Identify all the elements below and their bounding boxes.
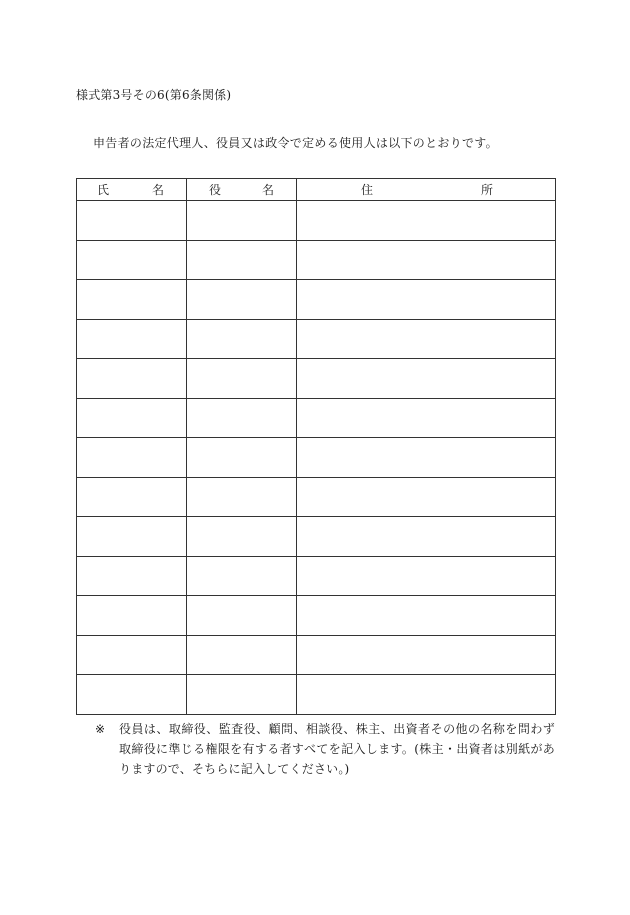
header-name-char-2: 名 [151,183,164,197]
footnote [95,719,555,779]
address-cell[interactable] [297,438,556,478]
address-cell[interactable] [297,477,556,517]
table-row [77,596,556,636]
address-cell[interactable] [297,635,556,675]
table-row [77,359,556,399]
address-cell[interactable] [297,517,556,557]
table-row [77,517,556,557]
table-row [77,675,556,715]
name-cell[interactable] [77,240,187,280]
header-name-char-1: 氏 [97,183,110,197]
address-cell[interactable] [297,201,556,241]
table-row [77,280,556,320]
name-cell[interactable] [77,280,187,320]
table-row [77,240,556,280]
role-cell[interactable] [187,675,297,715]
officers-table [76,178,556,715]
role-cell[interactable] [187,240,297,280]
name-cell[interactable] [77,359,187,399]
role-cell[interactable] [187,359,297,399]
role-cell[interactable] [187,477,297,517]
header-address-char-1: 住 [361,183,374,197]
address-cell[interactable] [297,675,556,715]
name-cell[interactable] [77,635,187,675]
table-row [77,556,556,596]
table-row [77,635,556,675]
address-cell[interactable] [297,596,556,636]
header-role [187,179,297,201]
address-cell[interactable] [297,398,556,438]
table-row [77,398,556,438]
name-cell[interactable] [77,596,187,636]
header-address-char-2: 所 [480,183,493,197]
role-cell[interactable] [187,280,297,320]
intro-statement: 申告者の法定代理人、役員又は政令で定める使用人は以下のとおりです。 [93,136,498,150]
address-cell[interactable] [297,556,556,596]
table-row [77,477,556,517]
name-cell[interactable] [77,477,187,517]
role-cell[interactable] [187,201,297,241]
address-cell[interactable] [297,240,556,280]
header-role-char-2: 名 [261,183,274,197]
role-cell[interactable] [187,556,297,596]
name-cell[interactable] [77,438,187,478]
header-role-char-1: 役 [209,183,222,197]
name-cell[interactable] [77,675,187,715]
name-cell[interactable] [77,319,187,359]
role-cell[interactable] [187,438,297,478]
role-cell[interactable] [187,635,297,675]
header-address [297,179,556,201]
name-cell[interactable] [77,201,187,241]
table-header-row [77,179,556,201]
form-number: 様式第3号その6(第6条関係) [76,88,232,102]
address-cell[interactable] [297,280,556,320]
role-cell[interactable] [187,319,297,359]
name-cell[interactable] [77,517,187,557]
address-cell[interactable] [297,319,556,359]
name-cell[interactable] [77,556,187,596]
footnote-mark: ※ [95,722,106,736]
address-cell[interactable] [297,359,556,399]
table-row [77,319,556,359]
role-cell[interactable] [187,517,297,557]
footnote-text: 役員は、取締役、監査役、顧問、相談役、株主、出資者その他の名称を問わず取締役に準じる権限を有する者すべてを記入します。(株主・出資者は別紙がありますので、そちらに記入してください。) [119,722,555,776]
name-cell[interactable] [77,398,187,438]
table-row [77,438,556,478]
header-name [77,179,187,201]
role-cell[interactable] [187,596,297,636]
role-cell[interactable] [187,398,297,438]
table-row [77,201,556,241]
